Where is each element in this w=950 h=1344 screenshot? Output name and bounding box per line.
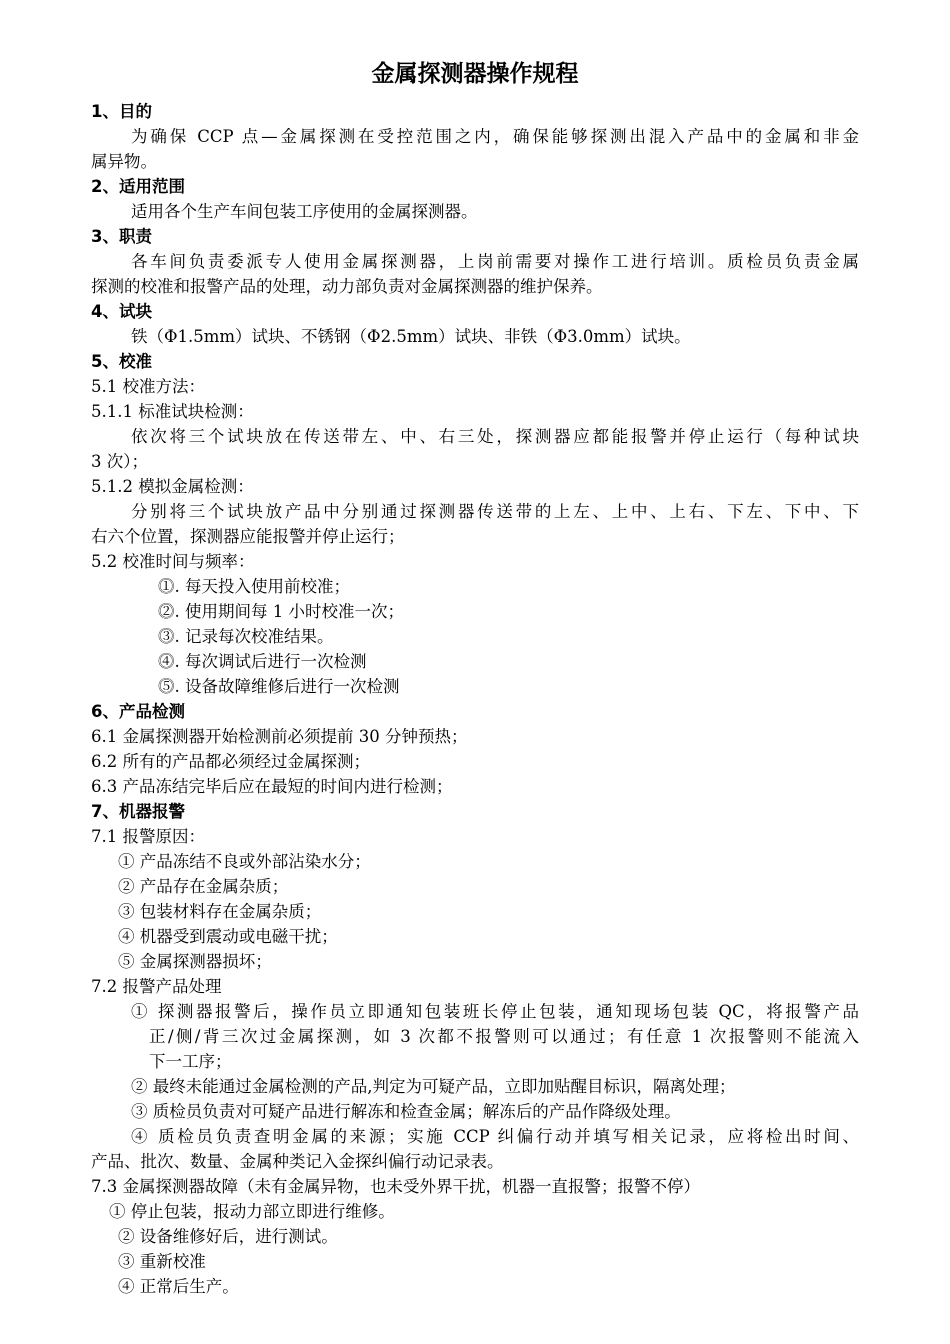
section-3-para-line-1: 各车间负责委派专人使用金属探测器，上岗前需要对操作工进行培训。质检员负责金属	[131, 252, 859, 271]
alarm-handling-item-2: ② 最终未能通过金属检测的产品,判定为可疑产品，立即加贴醒目标识，隔离处理；	[131, 1077, 736, 1096]
frequency-item: ⓵. 每天投入使用前校准；	[158, 577, 350, 596]
simulated-metal-test-line-2: 右六个位置，探测器应能报警并停止运行；	[91, 527, 405, 546]
section-6-heading: 6、产品检测	[91, 702, 185, 721]
standard-block-test-title: 5.1.1 标准试块检测：	[91, 402, 254, 421]
alarm-cause-item: ① 产品冻结不良或外部沾染水分；	[118, 852, 371, 871]
alarm-cause-item: ③ 包装材料存在金属杂质；	[118, 902, 322, 921]
section-5-heading: 5、校准	[91, 352, 152, 371]
fault-step-item: ④ 正常后生产。	[118, 1277, 239, 1296]
alarm-handling-title: 7.2 报警产品处理	[91, 977, 222, 996]
section-7-heading: 7、机器报警	[91, 802, 185, 821]
section-4-para: 铁（Φ1.5mm）试块、不锈钢（Φ2.5mm）试块、非铁（Φ3.0mm）试块。	[131, 327, 691, 346]
section-3-para-line-2: 探测的校准和报警产品的处理，动力部负责对金属探测器的维护保养。	[91, 277, 603, 296]
section-2-para: 适用各个生产车间包装工序使用的金属探测器。	[131, 202, 478, 221]
fault-step-item: ② 设备维修好后，进行测试。	[118, 1227, 338, 1246]
product-check-item: 6.1 金属探测器开始检测前必须提前 30 分钟预热；	[91, 727, 468, 746]
alarm-handling-item-4-line-1: ④ 质检员负责查明金属的来源；实施 CCP 纠偏行动并填写相关记录，应将检出时间、	[131, 1127, 859, 1146]
page-title: 金属探测器操作规程	[371, 61, 579, 87]
alarm-handling-item-1-line-2: 正/侧/背三次过金属探测，如 3 次都不报警则可以通过；有任意 1 次报警则不能流入	[149, 1027, 859, 1046]
alarm-causes-title: 7.1 报警原因：	[91, 827, 205, 846]
frequency-item: ⓶. 使用期间每 1 小时校准一次；	[158, 602, 404, 621]
alarm-handling-item-4-line-2: 产品、批次、数量、金属种类记入金探纠偏行动记录表。	[91, 1152, 504, 1171]
fault-step-item: ③ 重新校准	[118, 1252, 206, 1271]
fault-step-item: ① 停止包装，报动力部立即进行维修。	[109, 1202, 395, 1221]
frequency-item: ⓹. 设备故障维修后进行一次检测	[158, 677, 400, 696]
product-check-item: 6.3 产品冻结完毕后应在最短的时间内进行检测；	[91, 777, 453, 796]
detector-fault-title: 7.3 金属探测器故障（未有金属异物，也未受外界干扰，机器一直报警；报警不停）	[91, 1177, 700, 1196]
calibration-method-title: 5.1 校准方法：	[91, 377, 205, 396]
simulated-metal-test-line-1: 分别将三个试块放产品中分别通过探测器传送带的上左、上中、上右、下左、下中、下	[131, 502, 859, 521]
frequency-item: ⓸. 每次调试后进行一次检测	[158, 652, 367, 671]
alarm-handling-item-1-line-3: 下一工序；	[149, 1052, 232, 1071]
section-1-para-line-2: 属异物。	[91, 152, 157, 171]
frequency-item: ⓷. 记录每次校准结果。	[158, 627, 334, 646]
alarm-cause-item: ② 产品存在金属杂质；	[118, 877, 289, 896]
alarm-cause-item: ⑤ 金属探测器损坏；	[118, 952, 272, 971]
section-1-heading: 1、目的	[91, 102, 152, 121]
alarm-cause-item: ④ 机器受到震动或电磁干扰；	[118, 927, 338, 946]
calibration-frequency-title: 5.2 校准时间与频率：	[91, 552, 255, 571]
standard-block-test-line-1: 依次将三个试块放在传送带左、中、右三处，探测器应都能报警并停止运行（每种试块	[131, 427, 859, 446]
standard-block-test-line-2: 3 次）；	[91, 452, 148, 471]
section-1-para-line-1: 为确保 CCP 点—金属探测在受控范围之内，确保能够探测出混入产品中的金属和非金	[131, 127, 859, 146]
product-check-item: 6.2 所有的产品都必须经过金属探测；	[91, 752, 370, 771]
section-3-heading: 3、职责	[91, 227, 152, 246]
alarm-handling-item-3: ③ 质检员负责对可疑产品进行解冻和检查金属；解冻后的产品作降级处理。	[131, 1102, 681, 1121]
section-4-heading: 4、试块	[91, 302, 152, 321]
section-2-heading: 2、适用范围	[91, 177, 185, 196]
simulated-metal-test-title: 5.1.2 模拟金属检测：	[91, 477, 254, 496]
alarm-handling-item-1-line-1: ① 探测器报警后，操作员立即通知包装班长停止包装，通知现场包装 QC，将报警产品	[131, 1002, 859, 1021]
